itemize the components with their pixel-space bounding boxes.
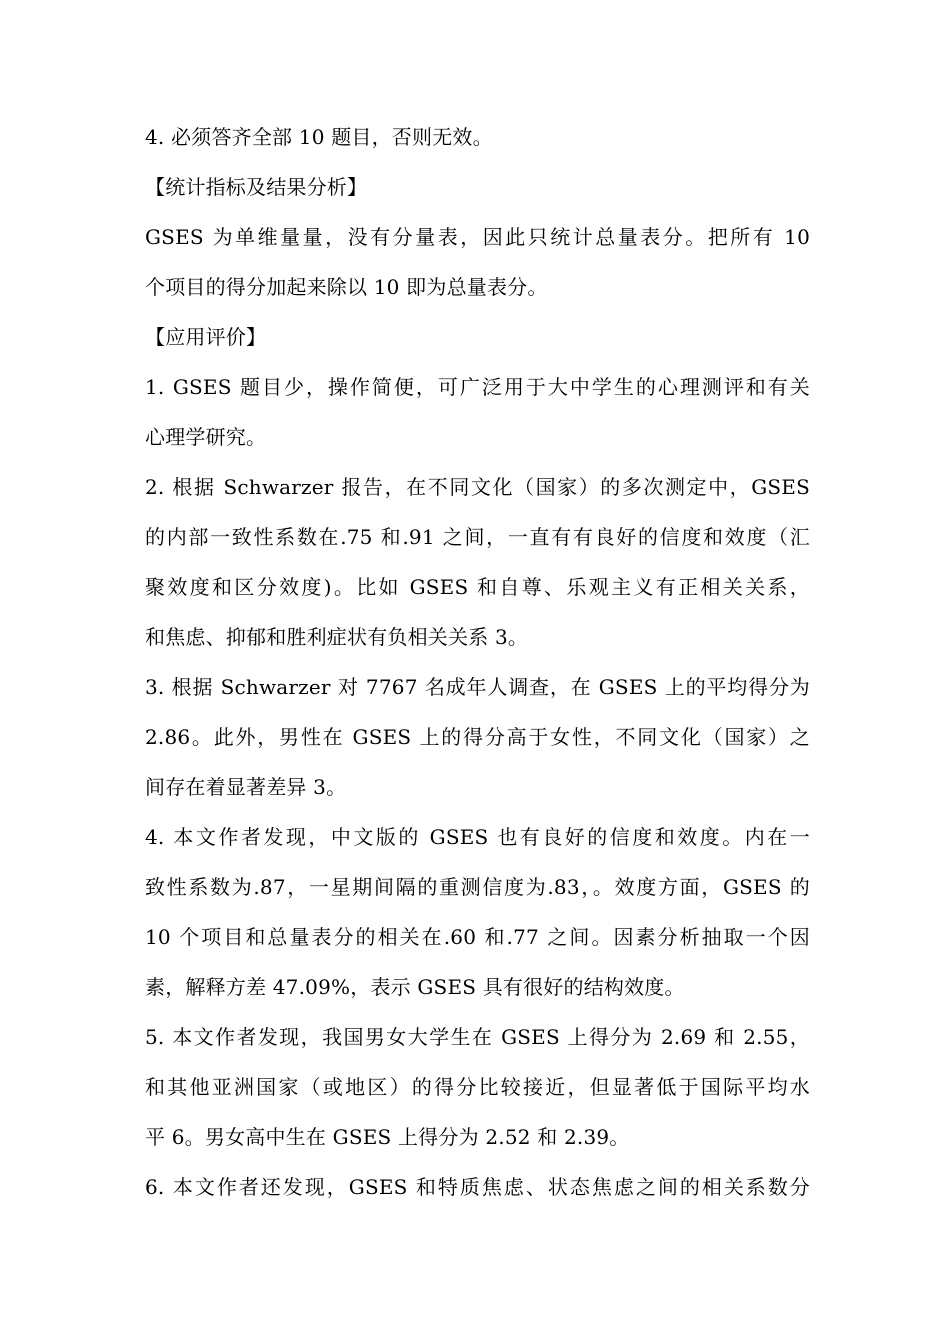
text-line: 心理学研究。 [145, 425, 267, 449]
text-line: 个项目的得分加起来除以 10 即为总量表分。 [145, 275, 548, 299]
text-line: 3. 根据 Schwarzer 对 7767 名成年人调查，在 GSES 上的平均得分为 [145, 675, 810, 699]
text-line: 素，解释方差 47.09%，表示 GSES 具有很好的结构效度。 [145, 975, 685, 999]
text-line: 4. 必须答齐全部 10 题目，否则无效。 [145, 125, 493, 149]
text-line: 1. GSES 题目少，操作简便，可广泛用于大中学生的心理测评和有关 [145, 375, 810, 399]
text-line: 和焦虑、抑郁和胜利症状有负相关关系 3。 [145, 625, 529, 649]
text-line: 和其他亚洲国家（或地区）的得分比较接近，但显著低于国际平均水 [145, 1075, 810, 1099]
document-body [145, 112, 810, 1212]
text-line: 5. 本文作者发现，我国男女大学生在 GSES 上得分为 2.69 和 2.55， [145, 1025, 810, 1049]
text-line: 间存在着显著差异 3。 [145, 775, 347, 799]
text-line: 6. 本文作者还发现，GSES 和特质焦虑、状态焦虑之间的相关系数分 [145, 1175, 810, 1199]
text-line: 4. 本文作者发现，中文版的 GSES 也有良好的信度和效度。内在一 [145, 825, 810, 849]
section-heading-statistics: 【统计指标及结果分析】 [145, 175, 368, 199]
text-line: 的内部一致性系数在.75 和.91 之间，一直有有良好的信度和效度（汇 [145, 525, 810, 549]
text-line: 致性系数为.87，一星期间隔的重测信度为.83，。效度方面，GSES 的 [145, 875, 810, 899]
text-line: 2. 根据 Schwarzer 报告，在不同文化（国家）的多次测定中，GSES [145, 475, 810, 499]
text-line: 2.86。此外，男性在 GSES 上的得分高于女性，不同文化（国家）之 [145, 725, 810, 749]
text-line: GSES 为单维量量，没有分量表，因此只统计总量表分。把所有 10 [145, 225, 810, 249]
text-line: 10 个项目和总量表分的相关在.60 和.77 之间。因素分析抽取一个因 [145, 925, 810, 949]
text-line: 平 6。男女高中生在 GSES 上得分为 2.52 和 2.39。 [145, 1125, 630, 1149]
text-line: 聚效度和区分效度)。比如 GSES 和自尊、乐观主义有正相关关系， [145, 575, 810, 599]
section-heading-evaluation: 【应用评价】 [145, 325, 267, 349]
